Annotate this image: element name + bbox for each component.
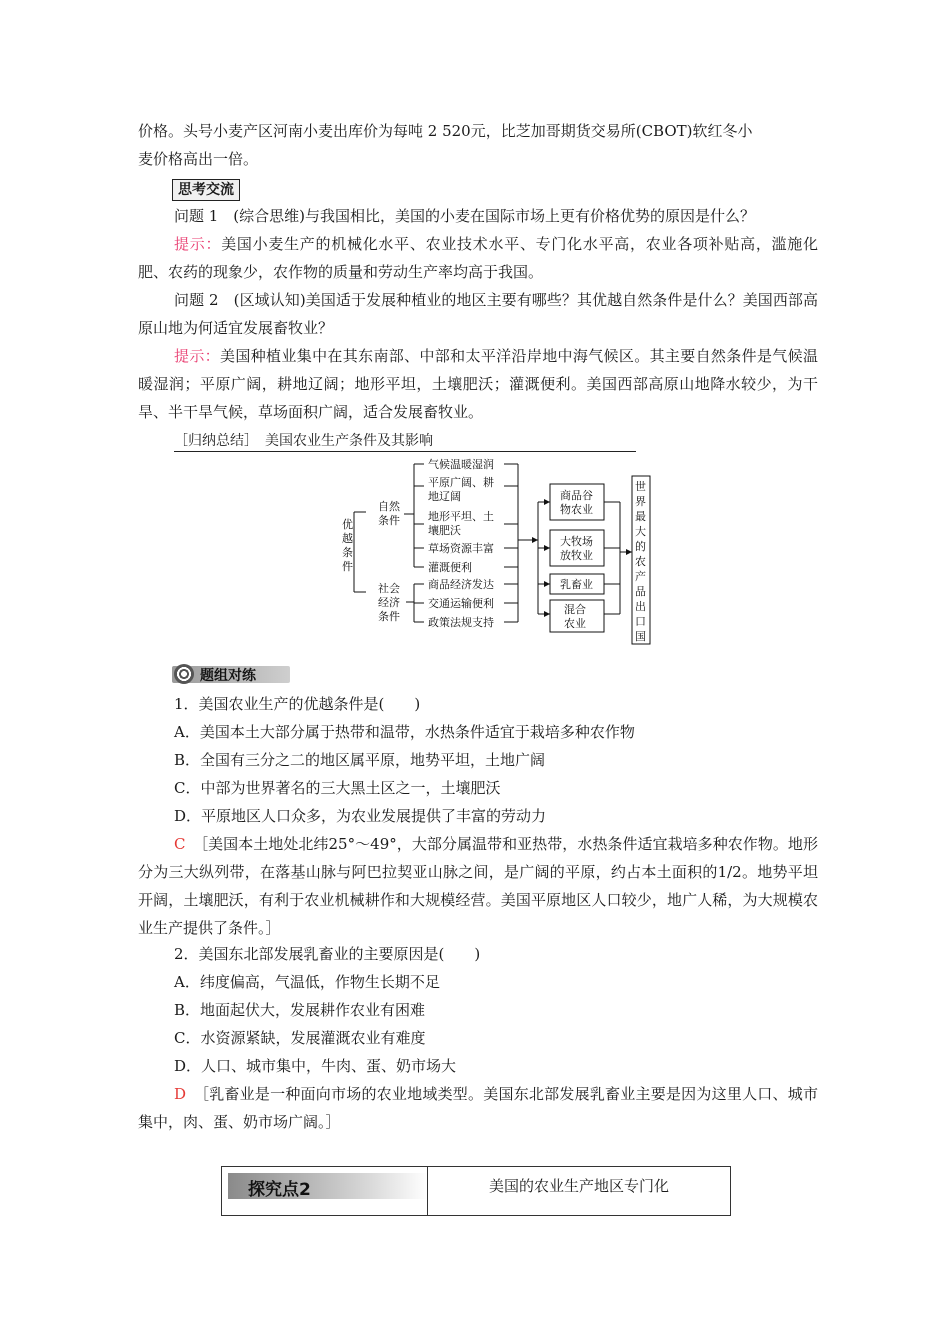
soc-item-2: 交通运输便利 <box>428 597 494 610</box>
type-4-line-2: 农业 <box>564 617 586 630</box>
answer-2-text: 美国种植业集中在其东南部、中部和太平洋沿岸地中海气候区。其主要自然条件是气候温暖湿润；平原广阔，耕地辽阔；地形平坦，土壤肥沃；灌溉便利。美国西部高原山地降水较少，为干旱、半干旱气候，草场面积广阔，适合发展畜牧业。 <box>138 347 818 421</box>
soc-item-1: 商品经济发达 <box>428 578 494 591</box>
summary-heading <box>174 431 636 452</box>
q1-option-a: A．美国本土大部分属于热带和温带，水热条件适宜于栽培多种农作物 <box>174 723 635 741</box>
social-label-1: 社会 <box>378 582 400 595</box>
answer-2 <box>138 342 818 426</box>
q1-option-c: C．中部为世界著名的三大黑土区之一，土壤肥沃 <box>174 779 501 797</box>
result-char-11: 国 <box>635 630 646 643</box>
result-char-3: 最 <box>635 510 646 523</box>
q2-option-b: B．地面起伏大，发展耕作农业有困难 <box>174 1001 426 1019</box>
explore-label-banner <box>228 1173 428 1199</box>
social-label-2: 经济 <box>378 596 400 609</box>
summary-bracket: ［归纳总结］ <box>174 433 251 449</box>
q1-option-b: B．全国有三分之二的地区属平原，地势平坦，土地广阔 <box>174 751 546 769</box>
q1-option-d: D．平原地区人口众多，为农业发展提供了丰富的劳动力 <box>174 807 547 825</box>
q1-explanation <box>138 830 818 942</box>
practice-q1: 1．美国农业生产的优越条件是( ) <box>174 695 421 713</box>
practice-header-text: 题组对练 <box>200 668 256 684</box>
result-char-6: 农 <box>635 555 646 568</box>
type-1-line-1: 商品谷 <box>560 489 593 502</box>
target-icon <box>174 664 194 684</box>
result-char-1: 世 <box>635 480 646 493</box>
type-2-line-2: 放牧业 <box>560 549 593 562</box>
result-char-5: 的 <box>635 540 646 553</box>
q2-explanation-text: ［乳畜业是一种面向市场的农业地域类型。美国东北部发展乳畜业主要是因为这里人口、城市集中，肉、蛋、奶市场广阔。］ <box>138 1085 818 1131</box>
question-2: 问题 2 (区域认知)美国适于发展种植业的地区主要有哪些？其优越自然条件是什么？美国西部高原山地为何适宜发展畜牧业？ <box>138 291 818 337</box>
result-char-4: 大 <box>635 525 646 538</box>
q2-option-c: C．水资源紧缺，发展灌溉农业有难度 <box>174 1029 426 1047</box>
social-label-3: 条件 <box>378 610 400 623</box>
hint-label: 提示： <box>174 235 222 253</box>
root-char-4: 件 <box>342 560 353 573</box>
root-char-2: 越 <box>342 532 353 545</box>
type-2-line-1: 大牧场 <box>560 535 593 548</box>
type-3: 乳畜业 <box>560 578 593 591</box>
nat-item-2: 平原广阔、耕 <box>428 476 494 489</box>
soc-item-3: 政策法规支持 <box>428 616 494 629</box>
explore-point-box <box>221 1166 731 1216</box>
q2-option-a: A．纬度偏高，气温低，作物生长期不足 <box>174 973 440 991</box>
answer-1 <box>138 230 818 286</box>
q2-answer: D <box>174 1085 187 1103</box>
nat-item-5: 壤肥沃 <box>428 524 461 537</box>
result-char-8: 品 <box>635 585 646 598</box>
practice-header <box>172 663 292 685</box>
q2-explanation <box>138 1080 818 1136</box>
explore-label: 探究点2 <box>248 1180 311 1200</box>
result-char-2: 界 <box>635 495 646 508</box>
result-char-10: 口 <box>635 615 646 628</box>
think-exchange-tag: 思考交流 <box>172 179 240 201</box>
result-char-7: 产 <box>635 570 646 583</box>
type-1-line-2: 物农业 <box>560 503 593 516</box>
result-char-9: 出 <box>635 600 646 613</box>
nat-item-7: 灌溉便利 <box>428 561 472 574</box>
natural-label-1: 自然 <box>378 500 400 513</box>
summary-title: 美国农业生产条件及其影响 <box>265 433 433 449</box>
q1-explanation-text: ［美国本土地处北纬25°～49°，大部分属温带和亚热带，水热条件适宜栽培多种农作物。地形分为三大纵列带，在落基山脉与阿巴拉契亚山脉之间，是广阔的平原，约占本土面积的1/2。地势平坦开阔，土壤肥沃，有利于农业机械耕作和大规模经营。美国平原地区人口较少，地广人稀，为大规模农业生产提供了条件。］ <box>138 835 818 937</box>
explore-title: 美国的农业生产地区专门化 <box>488 1177 669 1195</box>
answer-1-text: 美国小麦生产的机械化水平、农业技术水平、专门化水平高，农业各项补贴高，滥施化肥、农药的现象少，农作物的质量和劳动生产率均高于我国。 <box>138 235 818 281</box>
concept-diagram-svg <box>330 452 655 650</box>
concept-diagram <box>330 452 655 650</box>
hint-label-2: 提示： <box>174 347 221 365</box>
nat-item-4: 地形平坦、土 <box>428 510 494 523</box>
intro-line-2: 麦价格高出一倍。 <box>138 150 259 168</box>
question-1: 问题 1 (综合思维)与我国相比，美国的小麦在国际市场上更有价格优势的原因是什么？ <box>174 207 756 225</box>
natural-label-2: 条件 <box>378 514 400 527</box>
type-4-line-1: 混合 <box>564 603 586 616</box>
q2-option-d: D．人口、城市集中，牛肉、蛋、奶市场大 <box>174 1057 457 1075</box>
intro-line-1: 价格。头号小麦产区河南小麦出库价为每吨 2 520元，比芝加哥期货交易所(CBOT)软红冬小 <box>138 122 753 140</box>
nat-item-6: 草场资源丰富 <box>428 542 494 555</box>
q1-answer: C <box>174 835 186 853</box>
nat-item-3: 地辽阔 <box>428 490 461 503</box>
nat-item-1: 气候温暖湿润 <box>428 458 494 471</box>
practice-q2: 2．美国东北部发展乳畜业的主要原因是( ) <box>174 945 481 963</box>
root-char-1: 优 <box>342 518 353 531</box>
root-char-3: 条 <box>342 546 353 559</box>
